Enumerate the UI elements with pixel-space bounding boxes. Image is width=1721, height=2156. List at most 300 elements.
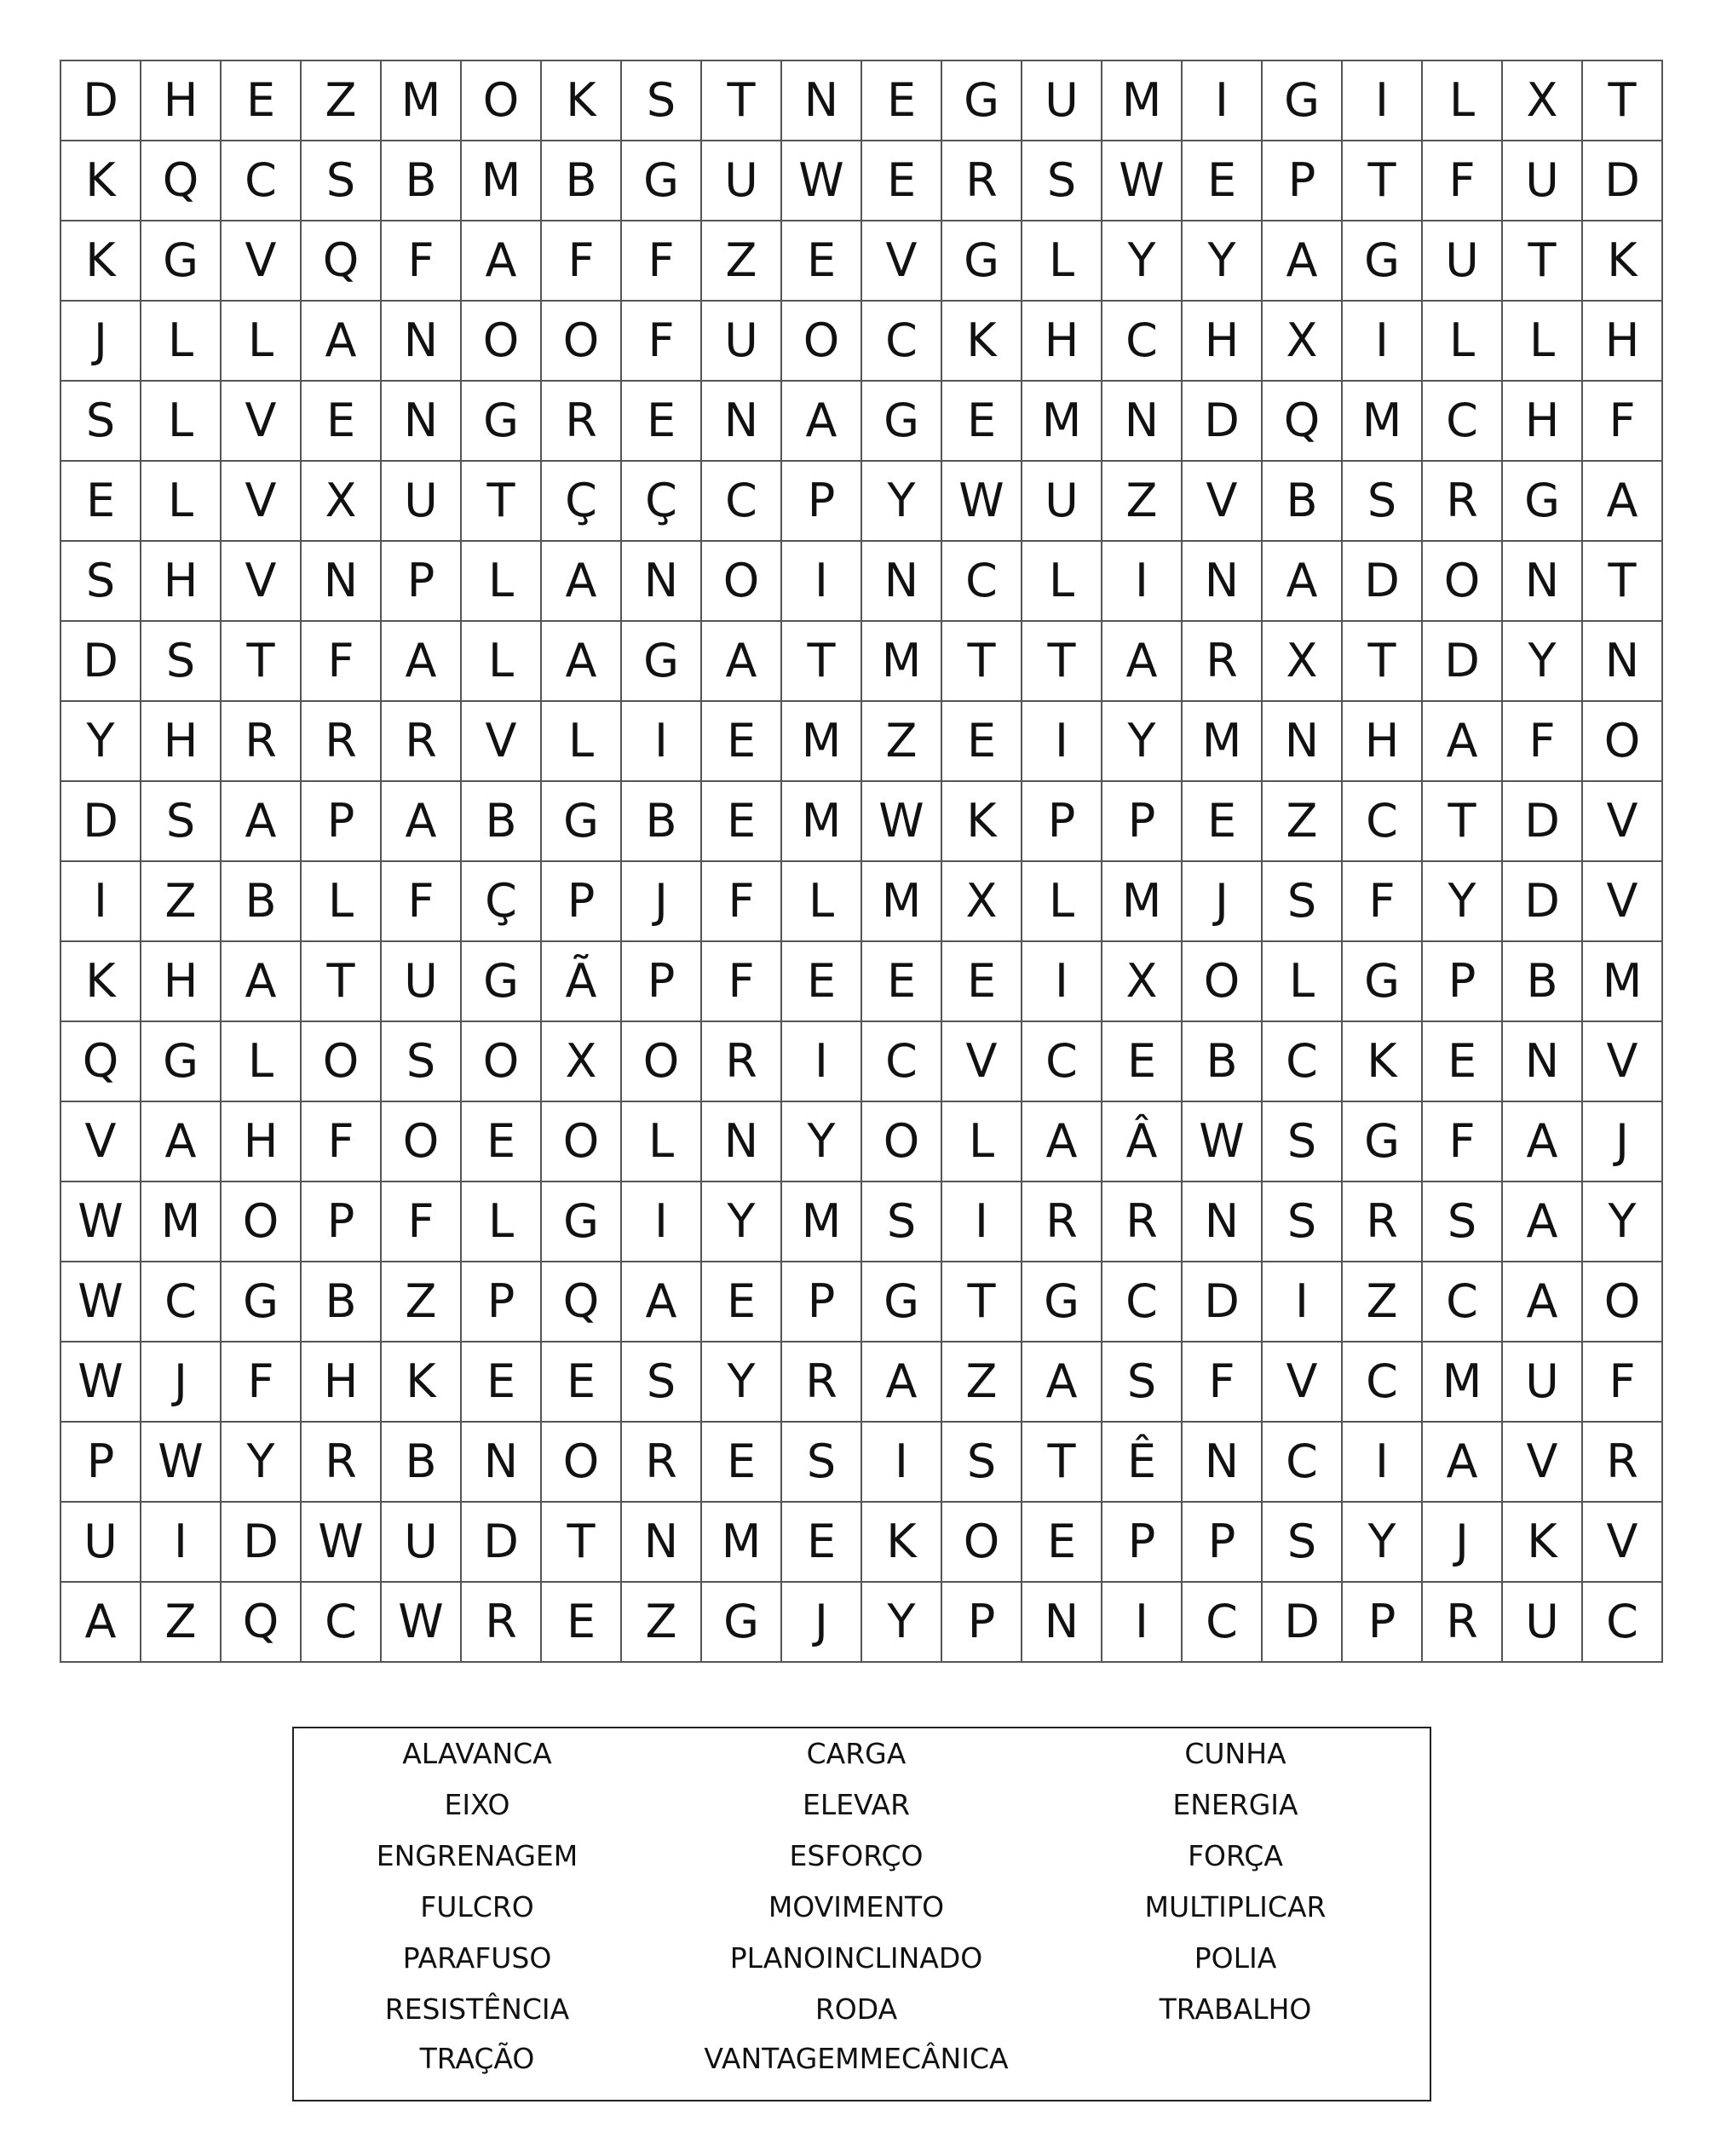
grid-cell[interactable]: T [1343,141,1423,221]
grid-cell[interactable]: S [1022,141,1102,221]
grid-cell[interactable]: Ç [622,462,702,542]
grid-cell[interactable]: D [1503,782,1583,862]
grid-cell[interactable]: R [622,1423,702,1503]
grid-cell[interactable]: E [862,942,942,1022]
grid-cell[interactable]: R [462,1583,542,1663]
grid-cell[interactable]: A [1423,1423,1503,1503]
grid-cell[interactable]: I [61,862,141,942]
grid-cell[interactable]: G [1263,61,1343,141]
grid-cell[interactable]: P [462,1262,542,1342]
grid-cell[interactable]: I [1102,1583,1183,1663]
grid-cell[interactable]: C [141,1262,222,1342]
grid-cell[interactable]: Z [141,1583,222,1663]
grid-cell[interactable]: N [1583,622,1663,702]
grid-cell[interactable]: L [141,302,222,382]
grid-cell[interactable]: L [222,1022,302,1102]
grid-cell[interactable]: S [1263,862,1343,942]
grid-cell[interactable]: U [382,462,462,542]
grid-cell[interactable]: I [782,1022,862,1102]
grid-cell[interactable]: C [1102,302,1183,382]
grid-cell[interactable]: Y [1102,702,1183,782]
grid-cell[interactable]: L [622,1102,702,1182]
grid-cell[interactable]: E [942,382,1022,462]
grid-cell[interactable]: N [1183,542,1263,622]
grid-cell[interactable]: P [942,1583,1022,1663]
grid-cell[interactable]: V [222,462,302,542]
grid-cell[interactable]: X [1503,61,1583,141]
grid-cell[interactable]: H [1503,382,1583,462]
grid-cell[interactable]: L [222,302,302,382]
grid-cell[interactable]: X [1263,302,1343,382]
grid-cell[interactable]: Q [1263,382,1343,462]
grid-cell[interactable]: J [782,1583,862,1663]
grid-cell[interactable]: C [1022,1022,1102,1102]
grid-cell[interactable]: T [1583,61,1663,141]
grid-cell[interactable]: V [462,702,542,782]
grid-cell[interactable]: P [1183,1503,1263,1583]
grid-cell[interactable]: F [382,862,462,942]
grid-cell[interactable]: P [302,782,382,862]
grid-cell[interactable]: D [61,782,141,862]
grid-cell[interactable]: K [942,302,1022,382]
grid-cell[interactable]: I [942,1182,1022,1262]
grid-cell[interactable]: G [141,1022,222,1102]
grid-cell[interactable]: B [302,1262,382,1342]
grid-cell[interactable]: G [622,622,702,702]
grid-cell[interactable]: Z [1102,462,1183,542]
grid-cell[interactable]: E [1183,782,1263,862]
grid-cell[interactable]: T [302,942,382,1022]
grid-cell[interactable]: L [1503,302,1583,382]
grid-cell[interactable]: O [462,302,542,382]
grid-cell[interactable]: N [1022,1583,1102,1663]
grid-cell[interactable]: N [382,382,462,462]
grid-cell[interactable]: P [1263,141,1343,221]
grid-cell[interactable]: P [1022,782,1102,862]
grid-cell[interactable]: R [1102,1182,1183,1262]
grid-cell[interactable]: Ê [1102,1423,1183,1503]
grid-cell[interactable]: S [1263,1503,1343,1583]
grid-cell[interactable]: Ã [542,942,622,1022]
grid-cell[interactable]: Z [622,1583,702,1663]
grid-cell[interactable]: A [382,622,462,702]
grid-cell[interactable]: G [1343,942,1423,1022]
grid-cell[interactable]: U [1503,141,1583,221]
grid-cell[interactable]: X [302,462,382,542]
grid-cell[interactable]: R [1183,622,1263,702]
grid-cell[interactable]: U [1423,221,1503,302]
grid-cell[interactable]: T [1423,782,1503,862]
grid-cell[interactable]: Y [702,1342,782,1423]
grid-cell[interactable]: L [462,622,542,702]
grid-cell[interactable]: S [622,1342,702,1423]
grid-cell[interactable]: P [382,542,462,622]
grid-cell[interactable]: P [1423,942,1503,1022]
grid-cell[interactable]: T [222,622,302,702]
grid-cell[interactable]: G [462,942,542,1022]
grid-cell[interactable]: E [782,1503,862,1583]
grid-cell[interactable]: N [1503,542,1583,622]
grid-cell[interactable]: N [1263,702,1343,782]
grid-cell[interactable]: D [1343,542,1423,622]
grid-cell[interactable]: E [782,942,862,1022]
grid-cell[interactable]: A [1503,1262,1583,1342]
grid-cell[interactable]: J [141,1342,222,1423]
grid-cell[interactable]: Y [1503,622,1583,702]
grid-cell[interactable]: U [1503,1583,1583,1663]
grid-cell[interactable]: T [782,622,862,702]
grid-cell[interactable]: R [1423,1583,1503,1663]
grid-cell[interactable]: L [141,382,222,462]
grid-cell[interactable]: E [702,1262,782,1342]
grid-cell[interactable]: D [222,1503,302,1583]
grid-cell[interactable]: O [302,1022,382,1102]
grid-cell[interactable]: U [702,302,782,382]
grid-cell[interactable]: A [222,942,302,1022]
grid-cell[interactable]: A [302,302,382,382]
grid-cell[interactable]: R [1583,1423,1663,1503]
grid-cell[interactable]: P [302,1182,382,1262]
grid-cell[interactable]: F [1423,1102,1503,1182]
grid-cell[interactable]: K [862,1503,942,1583]
grid-cell[interactable]: I [1022,942,1102,1022]
grid-cell[interactable]: O [1423,542,1503,622]
grid-cell[interactable]: V [862,221,942,302]
grid-cell[interactable]: E [1102,1022,1183,1102]
grid-cell[interactable]: N [462,1423,542,1503]
grid-cell[interactable]: G [1022,1262,1102,1342]
grid-cell[interactable]: C [1343,782,1423,862]
grid-cell[interactable]: Y [1583,1182,1663,1262]
grid-cell[interactable]: L [462,1182,542,1262]
grid-cell[interactable]: W [382,1583,462,1663]
grid-cell[interactable]: H [141,542,222,622]
grid-cell[interactable]: B [222,862,302,942]
grid-cell[interactable]: L [782,862,862,942]
grid-cell[interactable]: G [1503,462,1583,542]
grid-cell[interactable]: N [1503,1022,1583,1102]
grid-cell[interactable]: N [382,302,462,382]
grid-cell[interactable]: B [382,1423,462,1503]
grid-cell[interactable]: K [61,141,141,221]
grid-cell[interactable]: A [782,382,862,462]
grid-cell[interactable]: E [1022,1503,1102,1583]
grid-cell[interactable]: H [141,61,222,141]
grid-cell[interactable]: U [702,141,782,221]
grid-cell[interactable]: X [1263,622,1343,702]
grid-cell[interactable]: C [1343,1342,1423,1423]
grid-cell[interactable]: M [782,1182,862,1262]
grid-cell[interactable]: F [382,1182,462,1262]
grid-cell[interactable]: N [1183,1423,1263,1503]
grid-cell[interactable]: N [862,542,942,622]
grid-cell[interactable]: Y [1183,221,1263,302]
grid-cell[interactable]: R [942,141,1022,221]
grid-cell[interactable]: I [1343,61,1423,141]
grid-cell[interactable]: D [1183,382,1263,462]
grid-cell[interactable]: M [862,622,942,702]
grid-cell[interactable]: T [942,622,1022,702]
grid-cell[interactable]: Y [1343,1503,1423,1583]
grid-cell[interactable]: P [1102,1503,1183,1583]
grid-cell[interactable]: D [1583,141,1663,221]
grid-cell[interactable]: P [542,862,622,942]
grid-cell[interactable]: N [1183,1182,1263,1262]
grid-cell[interactable]: Y [782,1102,862,1182]
grid-cell[interactable]: A [1263,221,1343,302]
grid-cell[interactable]: V [1503,1423,1583,1503]
grid-cell[interactable]: C [1423,1262,1503,1342]
grid-cell[interactable]: G [1343,221,1423,302]
grid-cell[interactable]: F [222,1342,302,1423]
grid-cell[interactable]: M [1343,382,1423,462]
grid-cell[interactable]: M [462,141,542,221]
grid-cell[interactable]: R [1343,1182,1423,1262]
grid-cell[interactable]: L [542,702,622,782]
grid-cell[interactable]: Z [1263,782,1343,862]
grid-cell[interactable]: K [1583,221,1663,302]
grid-cell[interactable]: S [141,782,222,862]
grid-cell[interactable]: O [222,1182,302,1262]
grid-cell[interactable]: E [542,1342,622,1423]
grid-cell[interactable]: I [862,1423,942,1503]
grid-cell[interactable]: O [942,1503,1022,1583]
grid-cell[interactable]: I [1343,1423,1423,1503]
grid-cell[interactable]: V [61,1102,141,1182]
grid-cell[interactable]: N [702,1102,782,1182]
grid-cell[interactable]: M [382,61,462,141]
grid-cell[interactable]: D [1183,1262,1263,1342]
grid-cell[interactable]: P [622,942,702,1022]
grid-cell[interactable]: V [222,221,302,302]
grid-cell[interactable]: A [382,782,462,862]
grid-cell[interactable]: M [1022,382,1102,462]
grid-cell[interactable]: N [782,61,862,141]
grid-cell[interactable]: R [542,382,622,462]
grid-cell[interactable]: R [702,1022,782,1102]
grid-cell[interactable]: Ç [462,862,542,942]
grid-cell[interactable]: I [1343,302,1423,382]
grid-cell[interactable]: C [1263,1022,1343,1102]
grid-cell[interactable]: T [1503,221,1583,302]
grid-cell[interactable]: R [782,1342,862,1423]
grid-cell[interactable]: O [1583,702,1663,782]
grid-cell[interactable]: E [1423,1022,1503,1102]
grid-cell[interactable]: V [1263,1342,1343,1423]
grid-cell[interactable]: G [862,382,942,462]
grid-cell[interactable]: H [1583,302,1663,382]
grid-cell[interactable]: B [1183,1022,1263,1102]
grid-cell[interactable]: E [1183,141,1263,221]
grid-cell[interactable]: F [302,1102,382,1182]
grid-cell[interactable]: E [462,1342,542,1423]
grid-cell[interactable]: R [302,702,382,782]
grid-cell[interactable]: Z [382,1262,462,1342]
grid-cell[interactable]: L [141,462,222,542]
grid-cell[interactable]: W [141,1423,222,1503]
grid-cell[interactable]: Q [302,221,382,302]
grid-cell[interactable]: I [1263,1262,1343,1342]
grid-cell[interactable]: A [1263,542,1343,622]
grid-cell[interactable]: C [1423,382,1503,462]
grid-cell[interactable]: W [61,1182,141,1262]
grid-cell[interactable]: M [1183,702,1263,782]
grid-cell[interactable]: V [222,542,302,622]
grid-cell[interactable]: Z [1343,1262,1423,1342]
grid-cell[interactable]: J [1183,862,1263,942]
grid-cell[interactable]: D [1503,862,1583,942]
grid-cell[interactable]: T [462,462,542,542]
grid-cell[interactable]: H [1022,302,1102,382]
grid-cell[interactable]: H [222,1102,302,1182]
grid-cell[interactable]: W [942,462,1022,542]
grid-cell[interactable]: S [141,622,222,702]
grid-cell[interactable]: J [622,862,702,942]
grid-cell[interactable]: W [1102,141,1183,221]
grid-cell[interactable]: M [1583,942,1663,1022]
grid-cell[interactable]: X [542,1022,622,1102]
grid-cell[interactable]: G [622,141,702,221]
grid-cell[interactable]: L [302,862,382,942]
grid-cell[interactable]: O [462,61,542,141]
grid-cell[interactable]: Y [1102,221,1183,302]
grid-cell[interactable]: E [862,61,942,141]
grid-cell[interactable]: V [1583,862,1663,942]
grid-cell[interactable]: Y [61,702,141,782]
grid-cell[interactable]: L [942,1102,1022,1182]
grid-cell[interactable]: V [1183,462,1263,542]
grid-cell[interactable]: P [61,1423,141,1503]
grid-cell[interactable]: B [462,782,542,862]
grid-cell[interactable]: T [1583,542,1663,622]
grid-cell[interactable]: A [141,1102,222,1182]
grid-cell[interactable]: D [1263,1583,1343,1663]
grid-cell[interactable]: G [1343,1102,1423,1182]
grid-cell[interactable]: S [61,542,141,622]
grid-cell[interactable]: L [462,542,542,622]
grid-cell[interactable]: U [1022,462,1102,542]
grid-cell[interactable]: F [1503,702,1583,782]
grid-cell[interactable]: O [462,1022,542,1102]
grid-cell[interactable]: W [782,141,862,221]
grid-cell[interactable]: N [622,1503,702,1583]
grid-cell[interactable]: D [61,61,141,141]
grid-cell[interactable]: P [782,462,862,542]
grid-cell[interactable]: O [782,302,862,382]
grid-cell[interactable]: G [141,221,222,302]
grid-cell[interactable]: F [622,302,702,382]
grid-cell[interactable]: M [862,862,942,942]
grid-cell[interactable]: A [1102,622,1183,702]
grid-cell[interactable]: H [302,1342,382,1423]
grid-cell[interactable]: J [61,302,141,382]
grid-cell[interactable]: N [302,542,382,622]
grid-cell[interactable]: F [702,862,782,942]
grid-cell[interactable]: L [1022,862,1102,942]
grid-cell[interactable]: H [1343,702,1423,782]
grid-cell[interactable]: G [862,1262,942,1342]
grid-cell[interactable]: H [141,702,222,782]
grid-cell[interactable]: O [542,1102,622,1182]
grid-cell[interactable]: H [1183,302,1263,382]
grid-cell[interactable]: O [542,302,622,382]
grid-cell[interactable]: E [542,1583,622,1663]
grid-cell[interactable]: I [782,542,862,622]
grid-cell[interactable]: S [61,382,141,462]
grid-cell[interactable]: O [1183,942,1263,1022]
grid-cell[interactable]: S [1423,1182,1503,1262]
grid-cell[interactable]: O [382,1102,462,1182]
grid-cell[interactable]: B [622,782,702,862]
grid-cell[interactable]: H [141,942,222,1022]
grid-cell[interactable]: V [942,1022,1022,1102]
grid-cell[interactable]: D [462,1503,542,1583]
grid-cell[interactable]: U [1503,1342,1583,1423]
grid-cell[interactable]: J [1423,1503,1503,1583]
grid-cell[interactable]: I [141,1503,222,1583]
grid-cell[interactable]: P [1102,782,1183,862]
grid-cell[interactable]: K [61,221,141,302]
grid-cell[interactable]: W [61,1262,141,1342]
grid-cell[interactable]: Y [222,1423,302,1503]
grid-cell[interactable]: A [862,1342,942,1423]
grid-cell[interactable]: G [462,382,542,462]
grid-cell[interactable]: N [702,382,782,462]
grid-cell[interactable]: F [702,942,782,1022]
grid-cell[interactable]: E [942,702,1022,782]
grid-cell[interactable]: S [1263,1102,1343,1182]
grid-cell[interactable]: T [542,1503,622,1583]
grid-cell[interactable]: Z [862,702,942,782]
grid-cell[interactable]: S [1102,1342,1183,1423]
grid-cell[interactable]: G [942,221,1022,302]
grid-cell[interactable]: Z [141,862,222,942]
grid-cell[interactable]: Q [542,1262,622,1342]
grid-cell[interactable]: S [1343,462,1423,542]
grid-cell[interactable]: L [1022,221,1102,302]
grid-cell[interactable]: G [702,1583,782,1663]
grid-cell[interactable]: L [1423,302,1503,382]
grid-cell[interactable]: S [942,1423,1022,1503]
grid-cell[interactable]: F [382,221,462,302]
grid-cell[interactable]: A [222,782,302,862]
grid-cell[interactable]: A [462,221,542,302]
grid-cell[interactable]: F [1343,862,1423,942]
grid-cell[interactable]: E [942,942,1022,1022]
grid-cell[interactable]: D [61,622,141,702]
grid-cell[interactable]: U [1022,61,1102,141]
grid-cell[interactable]: V [1583,782,1663,862]
grid-cell[interactable]: W [302,1503,382,1583]
grid-cell[interactable]: Y [702,1182,782,1262]
grid-cell[interactable]: C [1583,1583,1663,1663]
grid-cell[interactable]: F [1583,1342,1663,1423]
grid-cell[interactable]: P [1343,1583,1423,1663]
grid-cell[interactable]: E [462,1102,542,1182]
grid-cell[interactable]: T [942,1262,1022,1342]
grid-cell[interactable]: C [702,462,782,542]
grid-cell[interactable]: F [622,221,702,302]
grid-cell[interactable]: E [862,141,942,221]
grid-cell[interactable]: G [942,61,1022,141]
grid-cell[interactable]: Ç [542,462,622,542]
grid-cell[interactable]: Y [862,462,942,542]
grid-cell[interactable]: A [542,622,622,702]
grid-cell[interactable]: K [942,782,1022,862]
grid-cell[interactable]: F [1423,141,1503,221]
grid-cell[interactable]: U [61,1503,141,1583]
grid-cell[interactable]: B [542,141,622,221]
